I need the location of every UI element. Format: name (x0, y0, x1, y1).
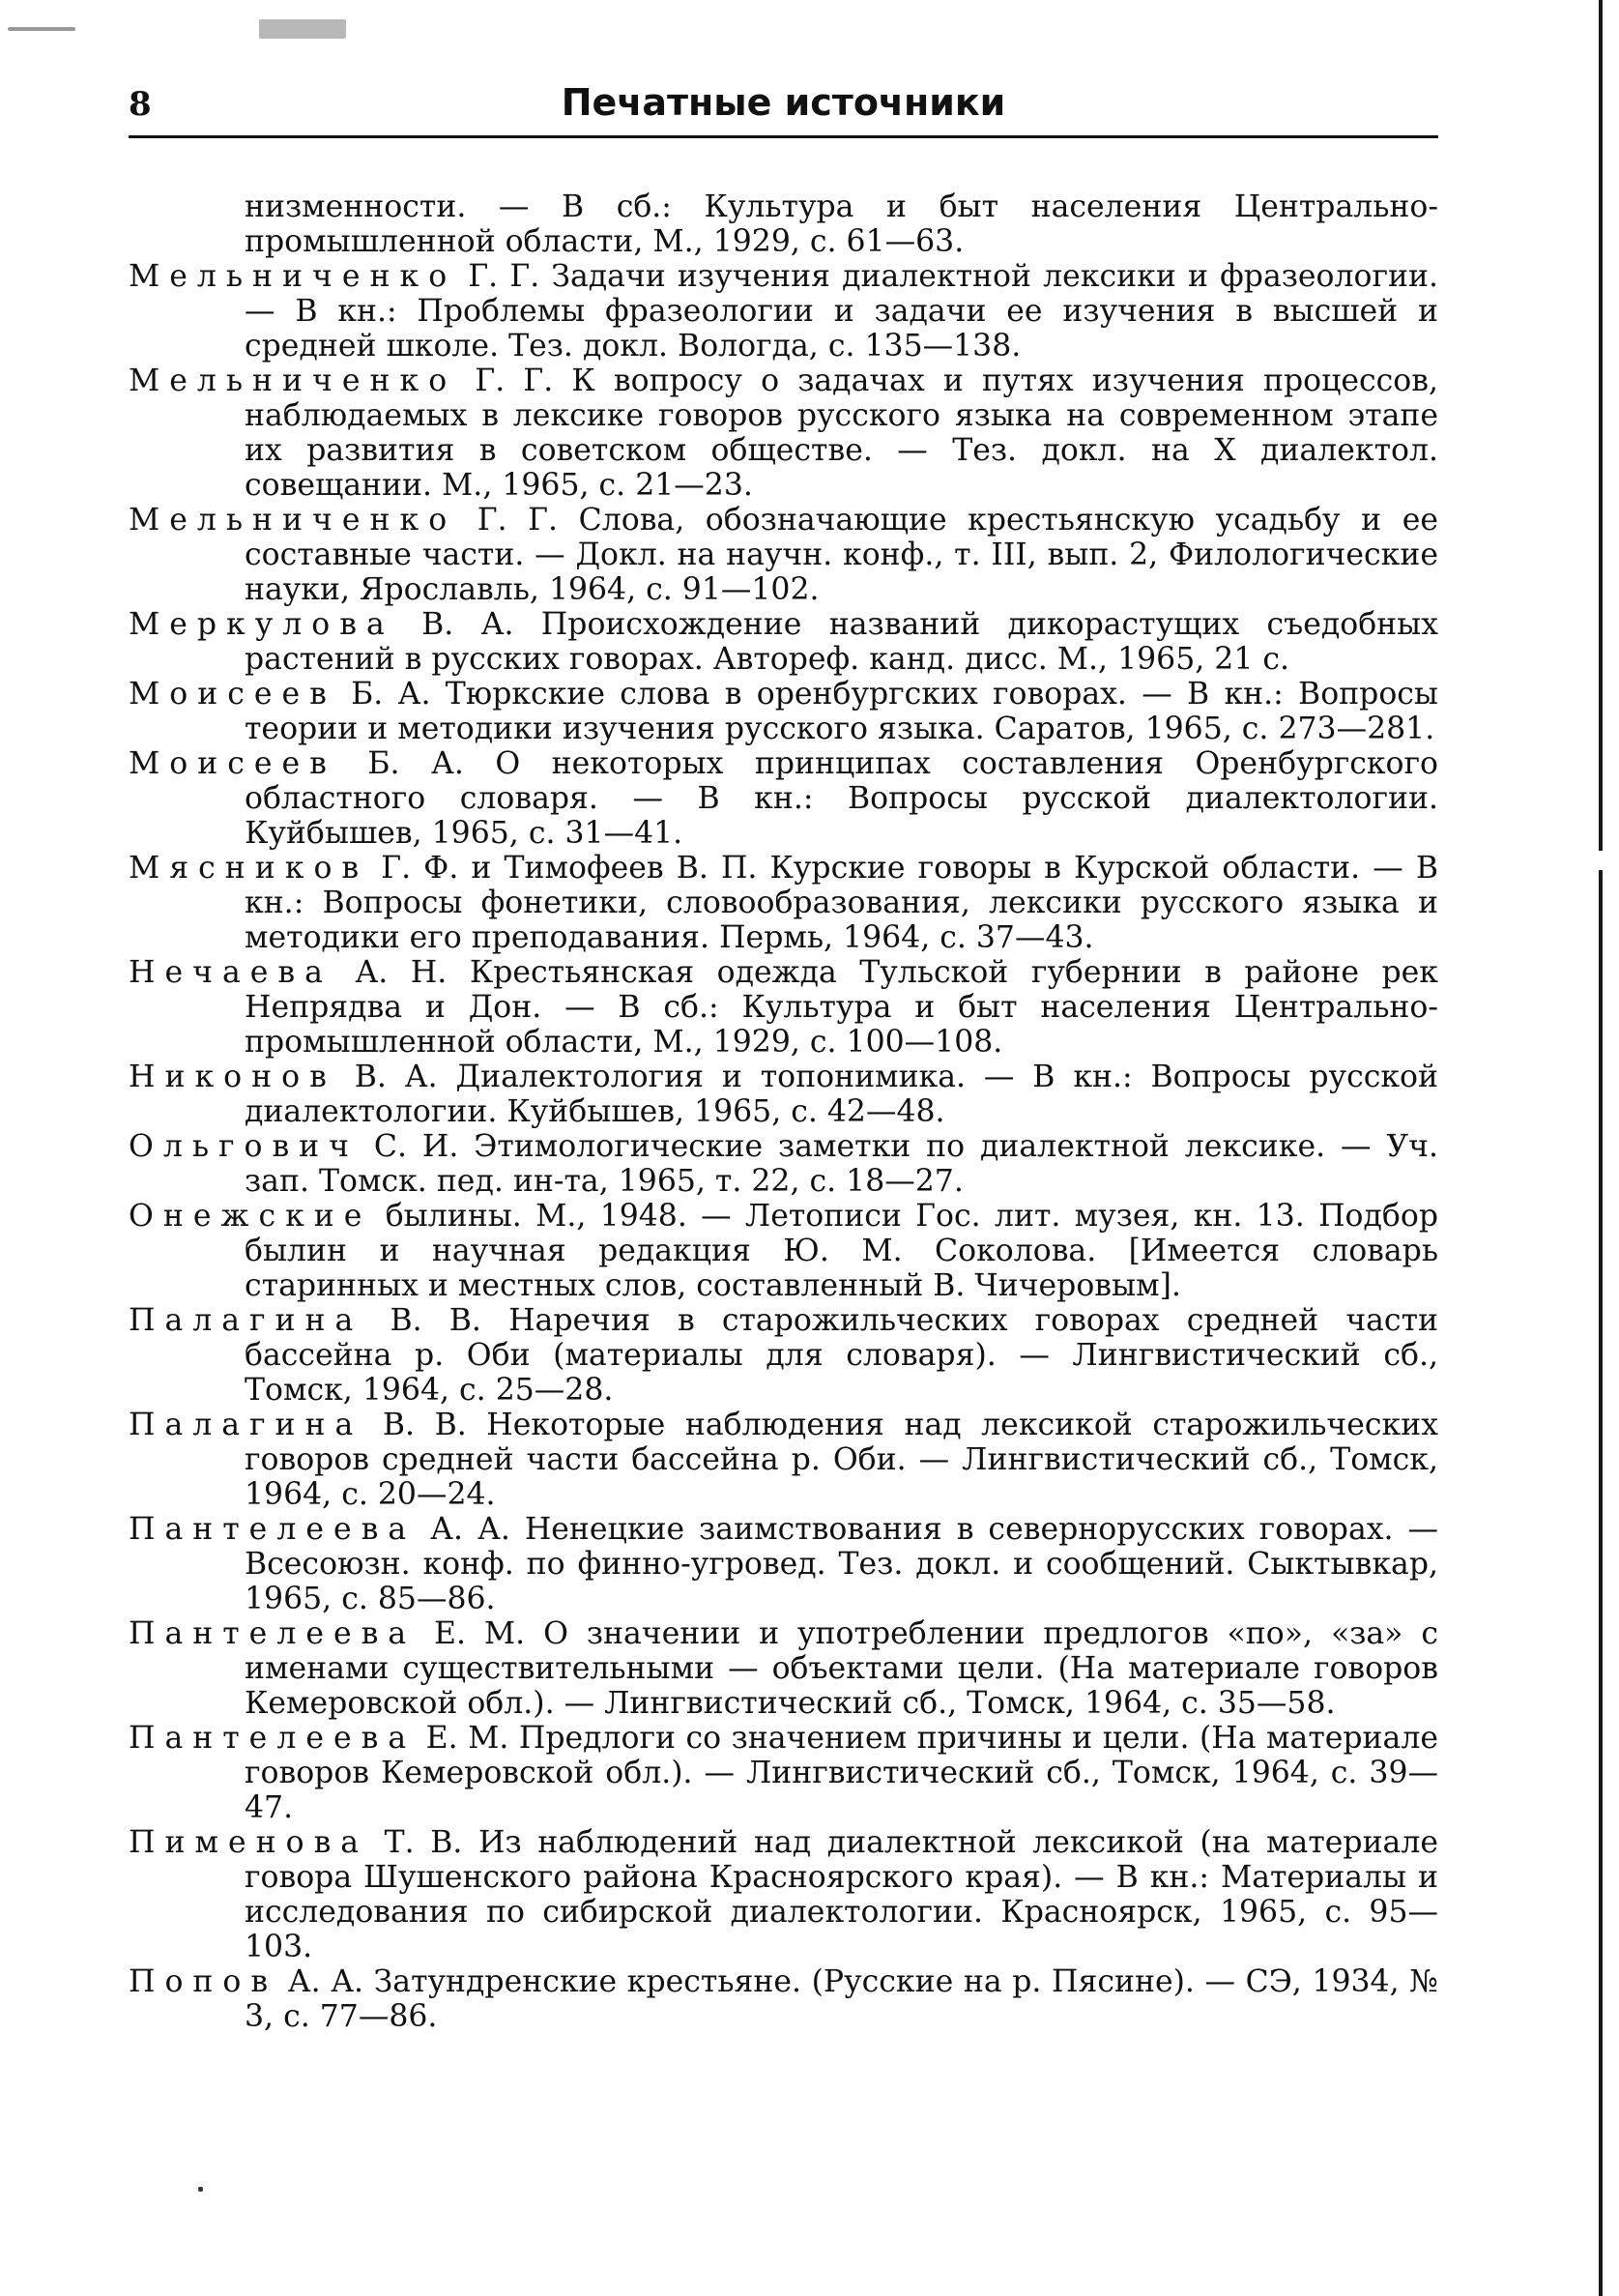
entry-host (129, 259, 1438, 2034)
entry-author: Моисеев (129, 746, 336, 781)
bibliography-entry (129, 955, 1438, 1060)
header-rule (129, 135, 1438, 138)
bibliography-entry (129, 1616, 1438, 1721)
bibliography-entry (129, 259, 1438, 363)
bibliography-list (129, 189, 1438, 2034)
scan-speck (259, 19, 346, 39)
entry-text: Г. Ф. и Тимофеев В. П. Курские говоры в Курской области. — В кн.: Вопросы фонетики, словообразования, лексики русского языка и методики его преподавания. Пермь, 1964, с. 37—43. (245, 851, 1438, 955)
bibliography-entry (129, 363, 1438, 503)
entry-text: Б. А. Тюркские слова в оренбургских говорах. — В кн.: Вопросы теории и методики изучения русского языка. Саратов, 1965, с. 273—281. (245, 677, 1438, 746)
entry-text: Т. В. Из наблюдений над диалектной лексикой (на материале говора Шушенского района Красноярского края). — В кн.: Материалы и исследования по сибирской диалектологии. Красноярск, 1965, с. 95—103. (245, 1825, 1438, 1964)
entry-author: Пантелеева (129, 1512, 417, 1547)
bibliography-entry (129, 503, 1438, 607)
bibliography-continuation: низменности. — В сб.: Культура и быт населения Центрально-промышленной области, М., 1929, с. 61—63. (245, 189, 1438, 259)
entry-author: Пантелеева (129, 1616, 417, 1651)
entry-text: А. Н. Крестьянская одежда Тульской губернии в районе рек Непрядва и Дон. — В сб.: Культура и быт населения Центрально-промышленной области, М., 1929, с. 100—108. (245, 955, 1438, 1060)
entry-author: Палагина (129, 1303, 363, 1338)
scan-edge-line (1599, 870, 1603, 2296)
entry-author: Попов (129, 1964, 278, 1999)
entry-text: Б. А. О некоторых принципах составления Оренбургского областного словаря. — В кн.: Вопросы русской диалектологии. Куйбышев, 1965, с. 31—41. (245, 746, 1438, 851)
entry-text: А. А. Затундренские крестьяне. (Русские на р. Пясине). — СЭ, 1934, № 3, с. 77—86. (245, 1964, 1438, 2034)
running-head (129, 77, 1438, 128)
entry-text: В. А. Происхождение названий дикорастущих съедобных растений в русских говорах. Автореф. канд. дисс. М., 1965, 21 с. (245, 607, 1438, 677)
entry-author: Палагина (129, 1408, 363, 1442)
entry-text: В. А. Диалектология и топонимика. — В кн.: Вопросы русской диалектологии. Куйбышев, 1965, с. 42—48. (245, 1060, 1438, 1129)
page-number: 8 (129, 85, 152, 124)
bibliography-entry (129, 1825, 1438, 1964)
bibliography-entry (129, 1721, 1438, 1825)
entry-author: Мясников (129, 851, 369, 886)
entry-text: В. В. Наречия в старожильческих говорах средней части бассейна р. Оби (материалы для словаря). — Лингвистический сб., Томск, 1964, с. 25—28. (245, 1303, 1438, 1408)
bibliography-entry (129, 1512, 1438, 1616)
entry-text: Е. М. О значении и употреблении предлогов «по», «за» с именами существительными — объектами цели. (На материале говоров Кемеровской обл.). — Лингвистический сб., Томск, 1964, с. 35—58. (245, 1616, 1438, 1721)
scan-speck (8, 27, 75, 31)
bibliography-entry (129, 1199, 1438, 1303)
entry-text: Г. Г. К вопросу о задачах и путях изучения процессов, наблюдаемых в лексике говоров русского языка на современном этапе их развития в советском обществе. — Тез. докл. на X диалектол. совещании. М., 1965, с. 21—23. (245, 363, 1438, 503)
scan-speck (198, 2187, 203, 2192)
bibliography-entry (129, 677, 1438, 746)
bibliography-entry (129, 1408, 1438, 1512)
bibliography-entry (129, 1060, 1438, 1129)
entry-author: Мельниченко (129, 259, 457, 294)
entry-text: В. В. Некоторые наблюдения над лексикой старожильческих говоров средней части бассейна р. Оби. — Лингвистический сб., Томск, 1964, с. 20—24. (245, 1408, 1438, 1512)
entry-author: Мельниченко (129, 503, 457, 538)
running-title: Печатные источники (561, 81, 1006, 124)
bibliography-entry (129, 746, 1438, 851)
entry-text: Г. Г. Задачи изучения диалектной лексики и фразеологии. — В кн.: Проблемы фразеологии и задачи ее изучения в высшей и средней школе. Тез. докл. Вологда, с. 135—138. (245, 259, 1438, 363)
entry-author: Пантелеева (129, 1721, 417, 1756)
scan-edge-line (1599, 0, 1603, 851)
entry-author: Онежские (129, 1199, 372, 1234)
entry-text: Г. Г. Слова, обозначающие крестьянскую усадьбу и ее составные части. — Докл. на научн. конф., т. III, вып. 2, Филологические науки, Ярославль, 1964, с. 91—102. (245, 503, 1438, 607)
entry-author: Пименова (129, 1825, 369, 1860)
entry-author: Никонов (129, 1060, 336, 1094)
bibliography-entry (129, 1303, 1438, 1408)
bibliography-entry (129, 1129, 1438, 1199)
entry-author: Мельниченко (129, 363, 457, 398)
entry-author: Ольгович (129, 1129, 360, 1164)
entry-text: С. И. Этимологические заметки по диалектной лексике. — Уч. зап. Томск. пед. ин-та, 1965, т. 22, с. 18—27. (245, 1129, 1438, 1199)
entry-author: Нечаева (129, 955, 332, 990)
entry-author: Моисеев (129, 677, 336, 712)
bibliography-entry (129, 607, 1438, 677)
entry-author: Меркулова (129, 607, 394, 642)
bibliography-entry (129, 1964, 1438, 2034)
entry-text: А. А. Ненецкие заимствования в севернорусских говорах. — Всесоюзн. конф. по финно-угровед. Тез. докл. и сообщений. Сыктывкар, 1965, с. 85—86. (245, 1512, 1438, 1616)
bibliography-entry (129, 851, 1438, 955)
entry-text: Е. М. Предлоги со значением причины и цели. (На материале говоров Кемеровской обл.). — Лингвистический сб., Томск, 1964, с. 39—47. (245, 1721, 1438, 1825)
entry-text: былины. М., 1948. — Летописи Гос. лит. музея, кн. 13. Подбор былин и научная редакция Ю. М. Соколова. [Имеется словарь старинных и местных слов, составленный В. Чичеровым]. (245, 1199, 1438, 1303)
